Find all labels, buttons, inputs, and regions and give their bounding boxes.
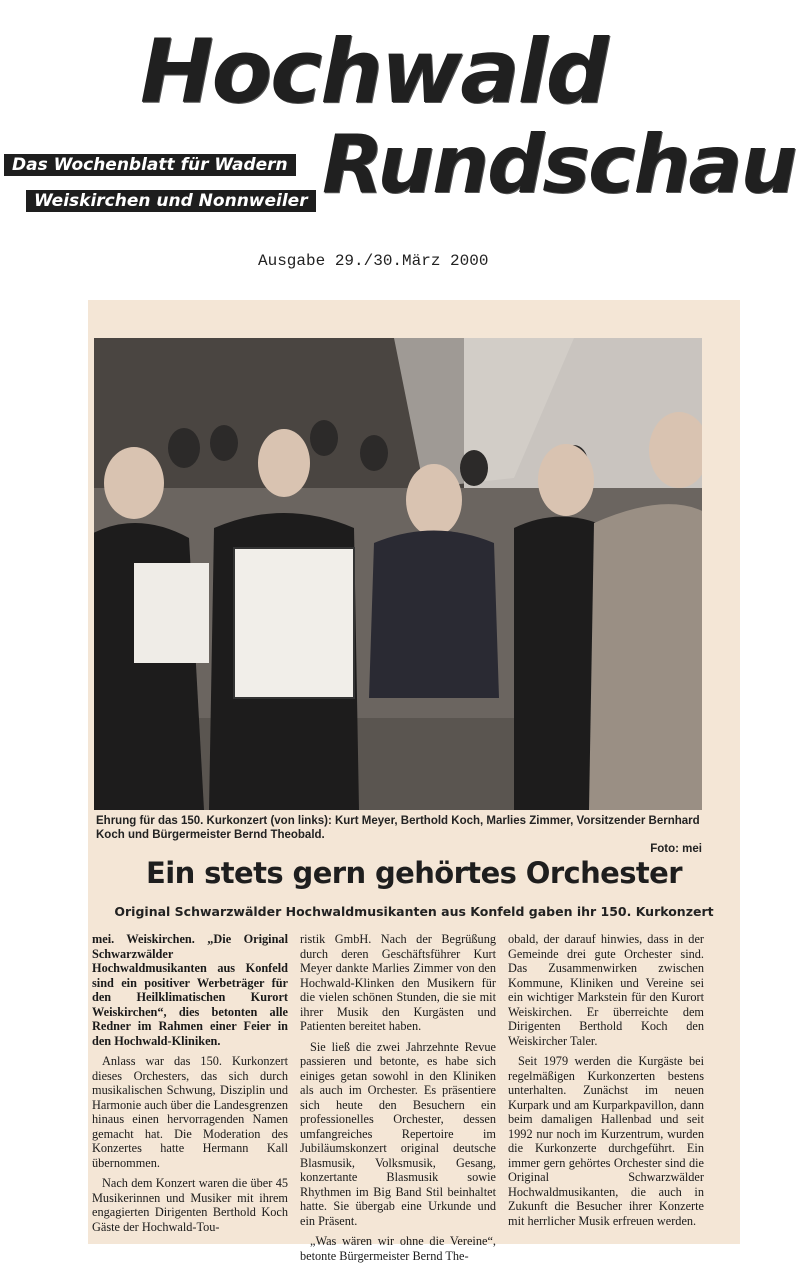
article-paragraph: Sie ließ die zwei Jahrzehnte Revue passieren und betonte, es habe sich einiges getan sowohl in den Kliniken als auch im Orchester. Es präsentiere sich heute den Besuchern ein professionelles Orchester, dessen umfangreiches Repertoire im Jubiläumskonzert original deutsche Blasmusik, Volksmusik, Gesang, konzertante Blasmusik sowie Rhythmen im Big Band Stil beinhaltet hatte. Sie übergab eine Urkunde und ein Präsent.: [300, 1039, 496, 1228]
article-paragraph: obald, der darauf hinwies, dass in der Gemeinde drei gute Orchester sind. Das Zusammenwirken zwischen Kommune, Kliniken und Vereine sei ein wichtiger Markstein für den Kurort Weiskirchen. Er überreichte dem Dirigenten Berthold Koch den Weiskircher Taler.: [508, 932, 704, 1048]
article-body: [92, 932, 704, 1263]
group-photo: [94, 338, 702, 810]
article-column-1: [92, 932, 288, 1240]
masthead-tagline-line1: Das Wochenblatt für Wadern: [4, 154, 296, 176]
article-paragraph: ristik GmbH. Nach der Begrüßung durch deren Geschäftsführer Kurt Meyer dankte Marlies Zimmer von den Hochwald-Klinken den Musikern für die vielen schönen Stunden, die sie mit ihrer Musik den Kurgästen und Patienten bereitet haben.: [300, 932, 496, 1033]
article-paragraph: Nach dem Konzert waren die über 45 Musikerinnen und Musiker mit ihrem engagierten Dirigenten Berthold Koch Gäste der Hochwald-Tou-: [92, 1176, 288, 1234]
article-subheadline: Original Schwarzwälder Hochwaldmusikanten aus Konfeld gaben ihr 150. Kurkonzert: [114, 904, 714, 919]
article-column-2: [300, 932, 496, 1269]
article-paragraph: Seit 1979 werden die Kurgäste bei regelmäßigen Kurkonzerten bestens unterhalten. Zunächst im neuen Kurpark und am Kurparkpavillon, dann beim damaligen Hallenbad und seit 1992 nur noch im Kurzentrum, wurden die Kurkonzerte durchgeführt. Ein immer gern gehörtes Orchester sind die Original Schwarzwälder Hochwaldmusikanten, die auch in Zukunft die Besucher ihrer Konzerte mit herrlicher Musik erfreuen werden.: [508, 1054, 704, 1228]
photo-credit: Foto: mei: [650, 843, 702, 855]
masthead-tagline-line2: Weiskirchen und Nonnweiler: [26, 190, 316, 212]
article-paragraph: „Was wären wir ohne die Vereine“, betonte Bürgermeister Bernd The-: [300, 1234, 496, 1263]
photo-caption: [96, 814, 702, 856]
photo-caption-text: Ehrung für das 150. Kurkonzert (von links): Kurt Meyer, Berthold Koch, Marlies Zimmer, Vorsitzender Bernhard Koch und Bürgermeister Bernd Theobald.: [96, 815, 700, 841]
edition-date: Ausgabe 29./30.März 2000: [258, 252, 489, 270]
article-headline: Ein stets gern gehörtes Orchester: [146, 856, 682, 890]
masthead-title-line2: Rundschau: [322, 118, 796, 211]
masthead: [0, 0, 800, 240]
newspaper-clipping: [88, 300, 740, 1263]
article-paragraph: Anlass war das 150. Kurkonzert dieses Orchesters, das sich durch musikalischen Schwung, Disziplin und Harmonie auch über die Landesgrenzen hinaus einen hervorragenden Namen gemacht hat. Die Moderation des Konzertes hatte Hermann Kall übernommen.: [92, 1054, 288, 1170]
article-paragraph: mei. Weiskirchen. „Die Original Schwarzwälder Hochwaldmusikanten aus Konfeld sind ein positiver Werbeträger für den Heilklimatischen Kurort Weiskirchen“, dies betonten alle Redner im Rahmen einer Feier in den Hochwald-Kliniken.: [92, 932, 288, 1048]
masthead-title-line1: Hochwald: [140, 20, 607, 123]
article-column-3: [508, 932, 704, 1234]
